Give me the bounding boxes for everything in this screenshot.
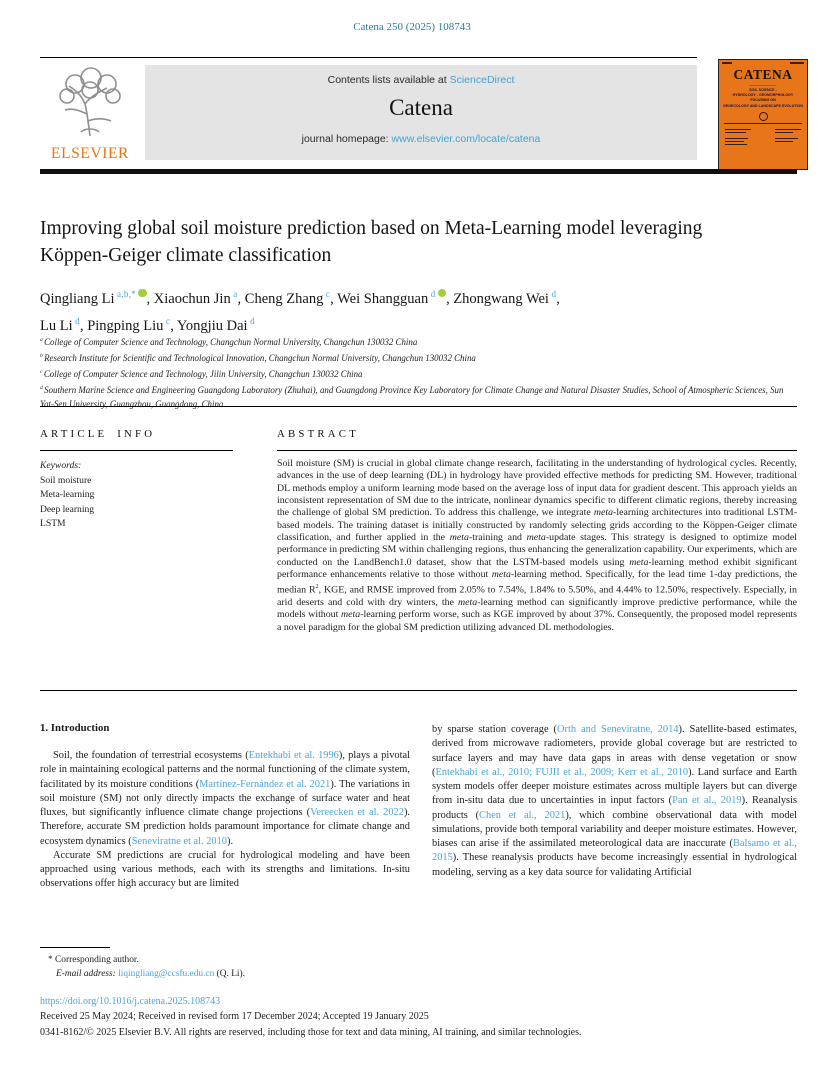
article-info-rule <box>40 450 233 451</box>
email-line: E-mail address: liqingliang@ccsfu.edu.cn (Q. Li). <box>56 969 245 979</box>
footnote-rule <box>40 947 110 948</box>
corresponding-author-line: * Corresponding author. <box>48 955 139 965</box>
citation-link[interactable]: Entekhabi et al. 1996 <box>248 750 339 761</box>
cover-line-hydro: HYDROLOGY - GEOMORPHOLOGY <box>732 92 794 97</box>
author-line-1: Qingliang Li $^{a,b,*}$ , Xiaochun Jin $^a$, Cheng Zhang $^c$, Wei Shangguan $^d$ , Zhongwang Wei $^d$, <box>40 289 560 307</box>
orcid-icon[interactable] <box>138 289 147 298</box>
elsevier-logo[interactable] <box>40 66 140 166</box>
affiliations <box>40 333 797 411</box>
orcid-icon[interactable] <box>438 289 447 298</box>
cover-emblem-icon <box>759 112 768 121</box>
keyword-item: Soil moisture <box>40 474 92 486</box>
cover-editor-text-2 <box>719 133 807 145</box>
header-top-rule <box>40 57 697 58</box>
cover-subtitle-rule: ————————— <box>749 83 777 87</box>
keyword-item: Deep learning <box>40 503 95 515</box>
affiliation-rule <box>40 406 797 407</box>
cover-line-geo: GEOECOLOGY AND LANDSCAPE EVOLUTION <box>723 103 803 108</box>
citation-link[interactable]: Pan et al., 2019 <box>672 795 742 807</box>
intro-paragraph-2: Accurate SM predictions are crucial for hydrological modeling and have been approached using various methods, each with its strengths and limitations. In-situ observations offer high accuracy but are limited <box>40 849 410 890</box>
citation-link[interactable]: Seneviratne et al. 2010 <box>131 835 227 847</box>
intro-column-left <box>40 749 410 892</box>
cover-top-marks <box>719 60 807 64</box>
citation-link[interactable]: Chen et al., 2021 <box>479 809 566 821</box>
received-dates: Received 25 May 2024; Received in revised form 17 December 2024; Accepted 19 January 2025 <box>40 1011 429 1022</box>
article-info-header: ARTICLE INFO <box>40 428 156 440</box>
homepage-prefix: journal homepage: <box>301 133 392 145</box>
affiliation-a: $^a$ College of Computer Science and Technology, Changchun Normal University, Changchun 130032 China <box>40 336 418 347</box>
elsevier-tree-icon <box>40 66 140 144</box>
corresponding-author-footnote <box>40 953 420 981</box>
article-title: Improving global soil moisture prediction based on Meta-Learning model leveraging Köppen-Geiger climate classification <box>40 218 703 266</box>
contents-prefix: Contents lists available at <box>327 74 450 86</box>
journal-name: Catena <box>389 95 453 120</box>
affiliation-c: $^c$ College of Computer Science and Technology, Jilin University, Changchun 130032 China <box>40 368 363 379</box>
abstract-header: ABSTRACT <box>277 428 359 440</box>
keywords-block <box>40 459 230 532</box>
author-line-2: Lu Li $^d$, Pingping Liu $^c$, Yongjiu Dai $^d$ <box>40 315 255 334</box>
copyright-line: 0341-8162/© 2025 Elsevier B.V. All rights are reserved, including those for text and data mining, AI training, and similar technologies. <box>40 1026 582 1038</box>
homepage-line <box>145 133 697 145</box>
sciencedirect-link[interactable]: ScienceDirect <box>449 74 515 86</box>
section-heading-introduction: 1. Introduction <box>40 722 110 734</box>
citation-link[interactable]: Martínez-Fernández et al. 2021 <box>199 778 331 790</box>
cover-line-focus: FOCUSING ON <box>750 98 776 103</box>
keywords-label: Keywords: <box>40 460 82 471</box>
abstract-rule <box>277 450 797 451</box>
homepage-link[interactable]: www.elsevier.com/locate/catena <box>391 133 541 145</box>
intro-column-right <box>432 723 797 880</box>
keyword-item: Meta-learning <box>40 489 95 500</box>
cover-title: CATENA <box>733 67 793 82</box>
journal-citation-header[interactable]: Catena 250 (2025) 108743 <box>353 21 471 33</box>
citation-link[interactable]: Vereecken et al. 2022 <box>310 807 404 818</box>
cover-editor-text <box>719 124 807 133</box>
intro-paragraph-1: Soil, the foundation of terrestrial ecosystems (Entekhabi et al. 1996), plays a pivotal role in maintaining ecological patterns and the normal functioning of the climate system, facilitated by its moisture conditions (Martínez-Fernández et al. 2021). The variations in soil moisture (SM) not only directly impacts the exchange of surface water and heat fluxes, but significantly influence climate change projections (Vereecken et al. 2022). Therefore, accurate SM prediction holds paramount importance for climate change and ecosystem dynamics (Seneviratne et al. 2010). <box>40 750 410 847</box>
keyword-item: LSTM <box>40 518 66 529</box>
cover-line-soil: SOIL SCIENCE - <box>749 87 777 92</box>
citation-link[interactable]: Balsamo et al., 2015 <box>432 838 797 864</box>
citation-link[interactable]: Orth and Seneviratne, 2014 <box>557 724 679 735</box>
journal-cover-thumbnail[interactable] <box>718 59 808 170</box>
affiliation-d: $^d$ Southern Marine Science and Engineering Guangdong Laboratory (Zhuhai), and Guangdong Province Key Laboratory for Climate Change and Natural Disaster Studies, School of Atmospheric Sciences, Sun Yat-Sen University, Guangzhou, Guangdong, China <box>40 384 784 409</box>
citation-link[interactable]: Entekhabi et al., 2010; FUJII et al., 2009; Kerr et al., 2010 <box>435 766 689 778</box>
contents-line <box>145 65 697 86</box>
citation-link[interactable]: liqingliang@ccsfu.edu.cn <box>118 969 215 979</box>
author-list <box>40 283 785 337</box>
abstract-text: Soil moisture (SM) is crucial in global climate change research, facilitating in the understanding of hydrological cycles. Recently, advances in the use of deep learning (DL) in hydrology have provided effective methods for predicting SM. However, traditional DL methods employ a uniform learning mode based on the average loss of input data for gradient descent. This approach yields an inconsistent representation of SM due to the intricate, nonlinear dynamics specific to different climatic regions, thereby increasing the challenge of global SM prediction. To address this challenge, we integrate meta-learning architectures into traditional LSTM-based models. The training dataset is initially constructed by randomly selecting grids according to the Köppen-Geiger climate classification, and further applied in the meta-training and meta-update stages. This strategy is designed to optimize model performance in predicting SM within challenging regions, thus enhancing the generalization capability. Our experiments, which are conducted on the LandBench1.0 dataset, show that the LSTM-based models using meta-learning method exhibit significant performance enhancements relative to those without meta-learning method. Specifically, for the lead time 1-day predictions, the median $R^2$, KGE, and RMSE improved from 2.05% to 7.54%, 1.84% to 5.50%, and 4.44% to 12.50%, respectively. Especially, in arid deserts and cold with dry winters, the meta-learning method can significantly improve predictive performance, while the models without meta-learning perform worse, such as KGE improved by about 37%. Consequently, the proposed model represents a novel paradigm for the global SM prediction utilizing advanced DL methodologies. <box>277 458 797 633</box>
header-thick-rule <box>40 169 797 174</box>
affiliation-b: $^b$ Research Institute for Scientific and Technological Innovation, Changchun Normal University, Changchun 130032 China <box>40 352 476 363</box>
intro-paragraph-3: by sparse station coverage (Orth and Seneviratne, 2014). Satellite-based estimates, derived from microwave radiometers, provide global coverage but are restricted to surface layers and may have data gaps in areas with dense vegetation or snow (Entekhabi et al., 2010; FUJII et al., 2009; Kerr et al., 2010). Land surface and Earth system models offer deeper moisture estimates across multiple layers but can diverge from in-situ data due to uncertainties in input factors (Pan et al., 2019). Reanalysis products (Chen et al., 2021), which combine observational data with model simulations, provide both temporal variability and deeper moisture estimates. However, biases can arise if the assimilated meteorological data are inaccurate (Balsamo et al., 2015). These reanalysis products have become increasingly essential in hydrological modeling, serving as a key data source for validating Artificial <box>432 724 798 878</box>
journal-banner <box>145 65 697 160</box>
abstract-bottom-rule <box>40 690 797 691</box>
elsevier-wordmark: ELSEVIER <box>51 145 129 162</box>
doi-link[interactable]: https://doi.org/10.1016/j.catena.2025.108743 <box>40 996 221 1007</box>
